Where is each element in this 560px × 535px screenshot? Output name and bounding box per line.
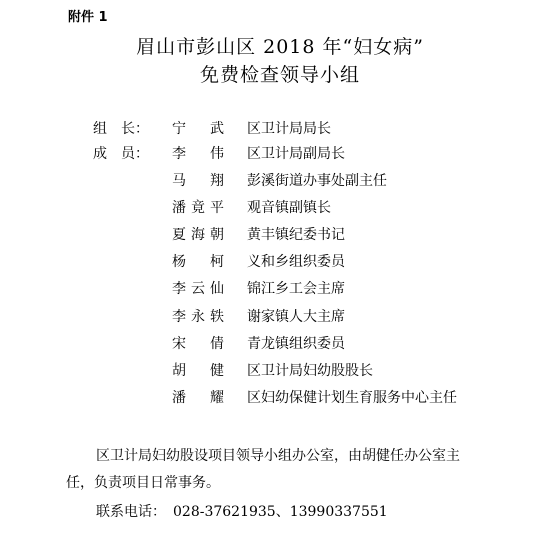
member-post: 义和乡组织委员 xyxy=(247,254,345,270)
member-name: 李永轶 xyxy=(172,309,224,325)
member-post: 彭溪街道办事处副主任 xyxy=(247,173,387,189)
office-paragraph-line-2: 任，负责项目日常事务。 xyxy=(66,475,220,491)
member-name: 潘耀 xyxy=(172,390,224,406)
member-post: 青龙镇组织委员 xyxy=(247,336,345,352)
office-paragraph-line-1: 区卫计局妇幼股设项目领导小组办公室，由胡健任办公室主 xyxy=(96,448,460,464)
leader-name: 宁武 xyxy=(172,121,224,137)
member-post: 区卫计局妇幼股股长 xyxy=(247,363,373,379)
member-name: 马翔 xyxy=(172,173,224,189)
member-post: 区妇幼保健计划生育服务中心主任 xyxy=(247,390,457,406)
member-name: 宋倩 xyxy=(172,336,224,352)
title-line-1: 眉山市彭山区 2018 年“妇女病” xyxy=(136,36,424,58)
contact-phone: 联系电话： 028-37621935、13990337551 xyxy=(96,504,388,520)
member-name: 李伟 xyxy=(172,146,224,162)
member-post: 观音镇副镇长 xyxy=(247,200,331,216)
title-line-2: 免费检查领导小组 xyxy=(199,64,360,86)
member-post: 区卫计局副局长 xyxy=(247,146,345,162)
attachment-label: 附件 1 xyxy=(68,10,108,25)
member-post: 锦江乡工会主席 xyxy=(247,281,345,297)
member-name: 潘竟平 xyxy=(172,200,224,216)
member-name: 李云仙 xyxy=(172,281,224,297)
members-role: 成 员： xyxy=(93,146,149,162)
member-name: 杨柯 xyxy=(172,254,224,270)
member-post: 谢家镇人大主席 xyxy=(247,309,345,325)
leader-role: 组 长： xyxy=(93,121,149,137)
member-post: 黄丰镇纪委书记 xyxy=(247,227,345,243)
leader-post: 区卫计局局长 xyxy=(247,121,331,137)
member-name: 胡健 xyxy=(172,363,224,379)
member-name: 夏海朝 xyxy=(172,227,224,243)
